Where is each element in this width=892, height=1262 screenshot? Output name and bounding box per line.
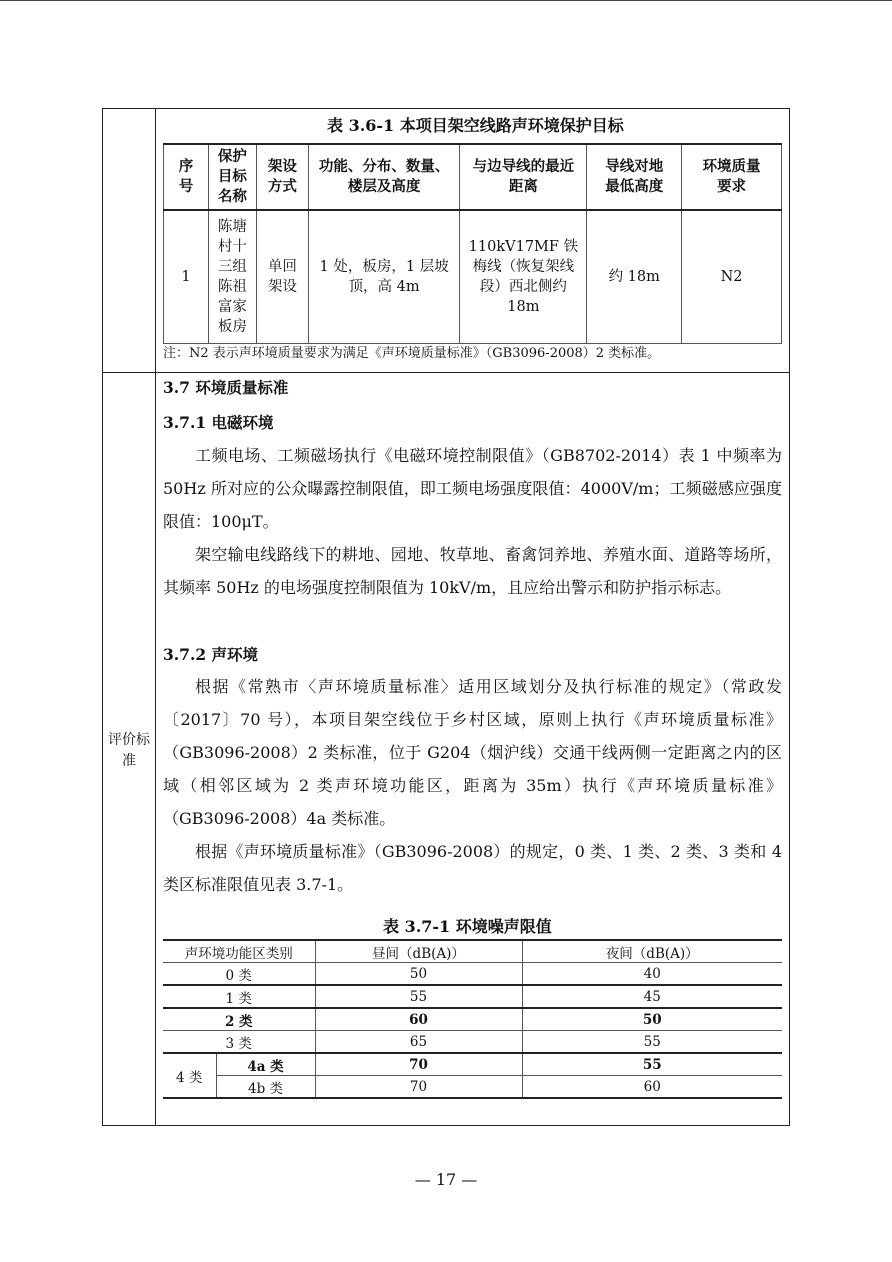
table1-note: 注：N2 表示声环境质量要求为满足《声环境质量标准》（GB3096-2008）2 类标准。 (163, 346, 661, 361)
column-divider (155, 108, 156, 1126)
table-cell: 70 (315, 1076, 522, 1099)
header-cell: 与边导线的最近距离 (460, 144, 587, 210)
table2-caption: 表 3.7-1 环境噪声限值 (383, 917, 552, 936)
paragraph-noise-standard: 根据《声环境质量标准》（GB3096-2008）的规定，0 类、1 类、2 类、3 类和 4 类区标准限值见表 3.7-1。 (163, 842, 782, 894)
table-cell: 1 类 (163, 985, 315, 1008)
table-cell: 50 (522, 1008, 782, 1031)
section-heading-3-7-1: 3.7.1 电磁环境 (163, 413, 274, 432)
table-cell: 单回架设 (256, 210, 308, 344)
table-cell: 45 (522, 985, 782, 1008)
section-heading-3-7-2: 3.7.2 声环境 (163, 645, 259, 664)
table-cell: 40 (522, 963, 782, 986)
table-cell: 60 (315, 1008, 522, 1031)
table-cell: 4a 类 (216, 1053, 315, 1076)
header-cell: 架设方式 (256, 144, 308, 210)
header-cell: 保护目标名称 (208, 144, 256, 210)
table-cell: 2 类 (163, 1008, 315, 1031)
table-cell: 1 (164, 210, 209, 344)
table-cell: 60 (522, 1076, 782, 1099)
noise-limit-table (163, 939, 782, 1099)
header-cell: 序号 (164, 144, 209, 210)
table-cell: 55 (315, 985, 522, 1008)
header-cell: 导线对地最低高度 (587, 144, 682, 210)
header-cell: 环境质量要求 (682, 144, 782, 210)
table-cell: 110kV17MF 铁梅线（恢复架线段）西北侧约 18m (460, 210, 587, 344)
table-cell: 3 类 (163, 1031, 315, 1054)
table-cell: 0 类 (163, 963, 315, 986)
header-cell: 昼间（dB(A)） (315, 940, 522, 963)
page-number: — 17 — (414, 1170, 478, 1189)
table-cell: 55 (522, 1031, 782, 1054)
table-cell: 1 处，板房，1 层坡顶，高 4m (308, 210, 460, 344)
paragraph-electromagnetic-limits: 工频电场、工频磁场执行《电磁环境控制限值》（GB8702-2014）表 1 中频率为 50Hz 所对应的公众曝露控制限值，即工频电场强度限值：4000V/m；工频磁感应强度限值：100μT。 (163, 446, 782, 531)
table-cell: N2 (682, 210, 782, 344)
top-rule (0, 0, 892, 1)
header-cell: 夜间（dB(A)） (522, 940, 782, 963)
row-divider (102, 372, 790, 373)
row-label-evaluation-standard: 评价标准 (108, 732, 150, 769)
table-cell: 4 类 (163, 1053, 216, 1098)
paragraph-field-strength: 架空输电线路线下的耕地、园地、牧草地、畜禽饲养地、养殖水面、道路等场所，其频率 50Hz 的电场强度控制限值为 10kV/m，且应给出警示和防护指示标志。 (163, 545, 782, 597)
table-cell: 4b 类 (216, 1076, 315, 1099)
table-cell: 55 (522, 1053, 782, 1076)
table1-caption: 表 3.6-1 本项目架空线路声环境保护目标 (327, 116, 624, 135)
table-cell: 50 (315, 963, 522, 986)
noise-protection-target-table (163, 143, 782, 344)
header-cell: 声环境功能区类别 (163, 940, 315, 963)
table-cell: 70 (315, 1053, 522, 1076)
table-cell: 陈塘村十三组陈祖富家板房 (208, 210, 256, 344)
paragraph-noise-zoning: 根据《常熟市〈声环境质量标准〉适用区域划分及执行标准的规定》（常政发〔2017〕70 号），本项目架空线位于乡村区域，原则上执行《声环境质量标准》（GB3096-2008）2 类标准，位于 G204（烟沪线）交通干线两侧一定距离之内的区域（相邻区域为 2 类声环境功能区，距离为 35m）执行《声环境质量标准》（GB3096-2008）4a 类标准。 (163, 677, 782, 828)
section-heading-3-7: 3.7 环境质量标准 (163, 378, 289, 397)
table-cell: 约 18m (587, 210, 682, 344)
table-cell: 65 (315, 1031, 522, 1054)
header-cell: 功能、分布、数量、楼层及高度 (308, 144, 460, 210)
